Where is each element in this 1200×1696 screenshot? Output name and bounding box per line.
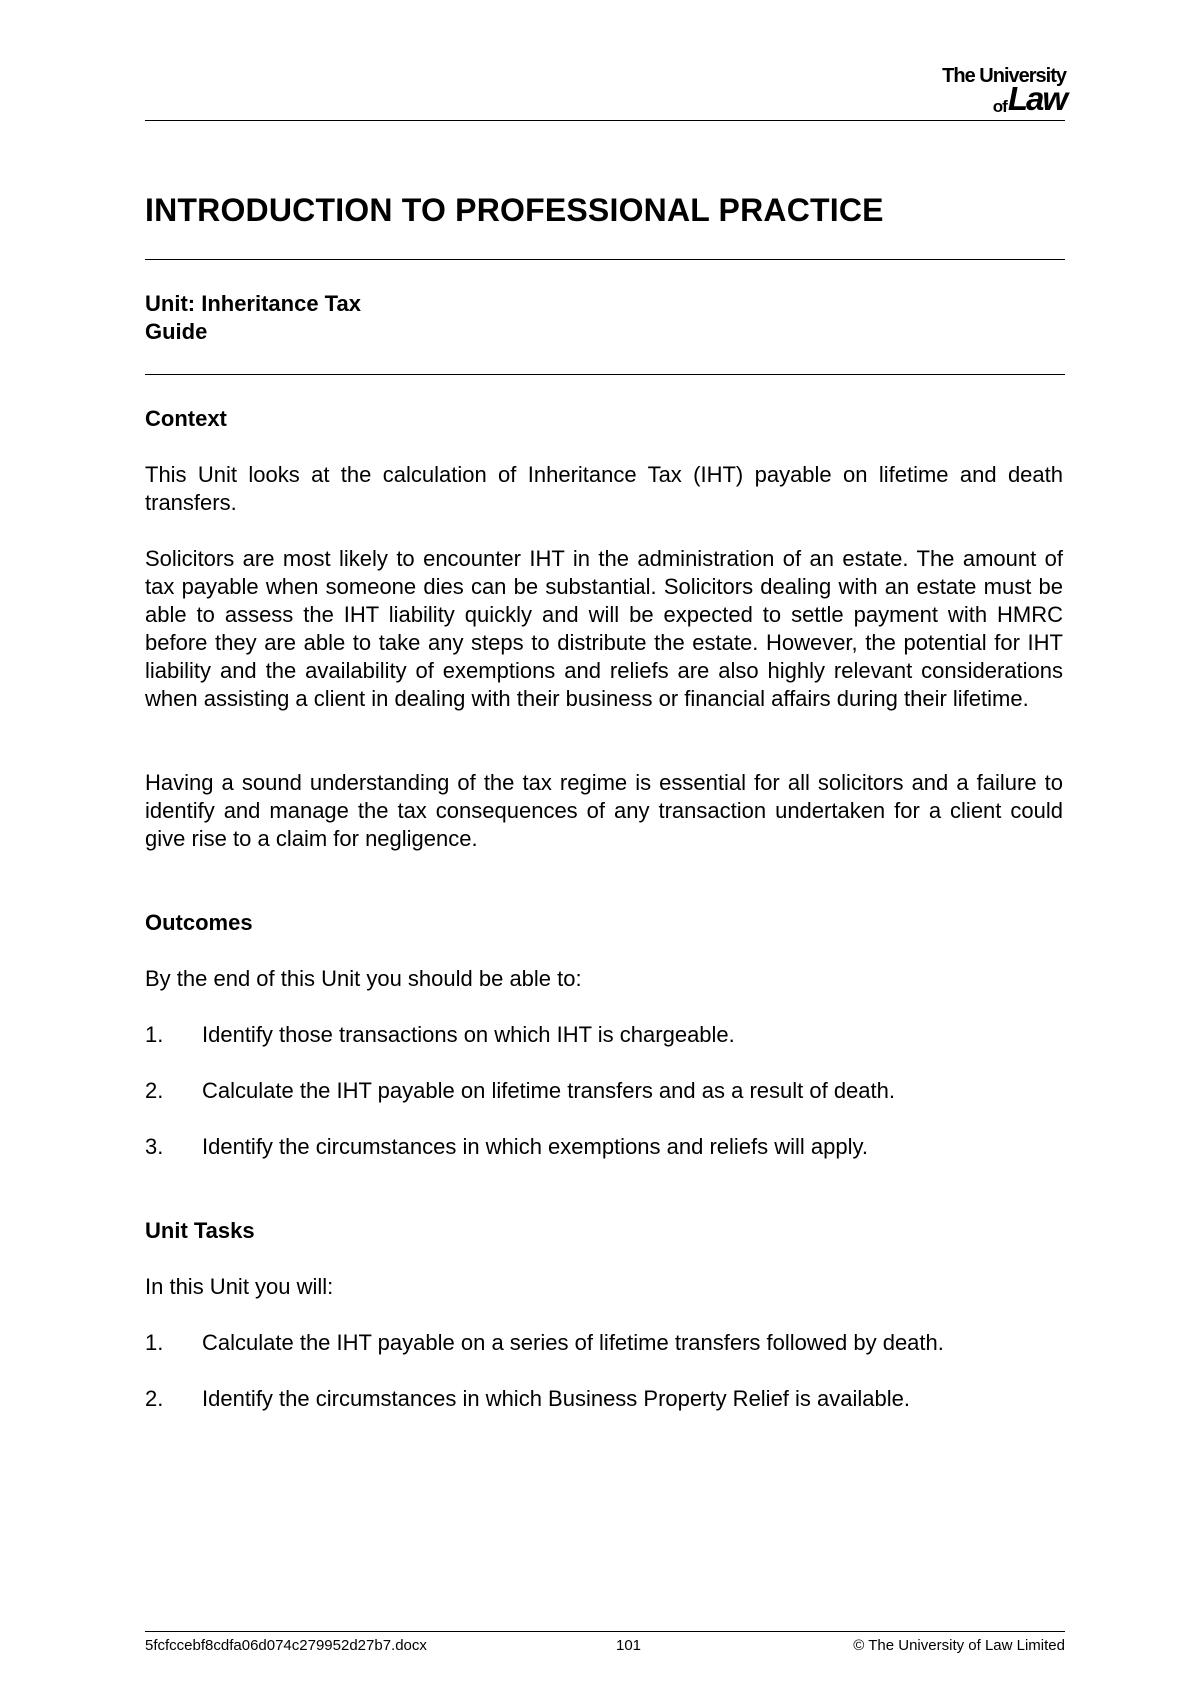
footer-rule (145, 1631, 1065, 1632)
logo-line1: The University (942, 65, 1066, 87)
outcome-item (145, 1021, 735, 1049)
outcomes-intro: By the end of this Unit you should be able to: (145, 966, 582, 991)
task-text: Calculate the IHT payable on a series of lifetime transfers followed by death. (202, 1330, 944, 1355)
task-number: 1. (145, 1330, 164, 1355)
task-text: Identify the circumstances in which Business Property Relief is available. (202, 1386, 910, 1411)
outcome-number: 2. (145, 1078, 164, 1103)
title-rule (145, 259, 1065, 260)
unit-guide: Guide (145, 319, 208, 344)
page-title: INTRODUCTION TO PROFESSIONAL PRACTICE (145, 192, 884, 228)
context-heading: Context (145, 406, 227, 431)
unit-name: Unit: Inheritance Tax (145, 291, 361, 316)
tasks-intro: In this Unit you will: (145, 1274, 334, 1299)
outcome-number: 1. (145, 1022, 164, 1047)
outcome-text: Identify the circumstances in which exemptions and reliefs will apply. (202, 1134, 869, 1159)
footer-page-number: 101 (616, 1637, 642, 1654)
footer-filename: 5fcfccebf8cdfa06d074c279952d27b7.docx (145, 1637, 427, 1654)
header-rule (145, 120, 1065, 121)
tasks-heading: Unit Tasks (145, 1218, 255, 1243)
task-item (145, 1329, 944, 1357)
task-item (145, 1385, 910, 1413)
context-paragraph-3: Having a sound understanding of the tax regime is essential for all solicitors and a failure to identify and manage the tax consequences of any transaction undertaken for a client could give rise to a claim for negligence. (145, 770, 1063, 851)
footer-copyright: © The University of Law Limited (853, 1637, 1065, 1654)
context-paragraph-2: Solicitors are most likely to encounter IHT in the administration of an estate. The amount of tax payable when someone dies can be substantial. Solicitors dealing with an estate must be able to assess the IHT liability quickly and will be expected to settle payment with HMRC before they are able to take any steps to distribute the estate. However, the potential for IHT liability and the availability of exemptions and reliefs are also highly relevant considerations when assisting a client in dealing with their business or financial affairs during their lifetime. (145, 546, 1063, 711)
context-paragraph-1: This Unit looks at the calculation of Inheritance Tax (IHT) payable on lifetime and death transfers. (145, 462, 1063, 515)
logo-of: of (992, 97, 1007, 116)
task-number: 2. (145, 1386, 164, 1411)
logo-law: Law (1007, 80, 1066, 117)
outcome-number: 3. (145, 1134, 164, 1159)
outcome-text: Calculate the IHT payable on lifetime transfers and as a result of death. (202, 1078, 895, 1103)
outcome-item (145, 1077, 895, 1105)
outcomes-heading: Outcomes (145, 910, 253, 935)
outcome-item (145, 1133, 868, 1161)
unit-block (145, 290, 361, 346)
unit-rule (145, 374, 1065, 375)
outcome-text: Identify those transactions on which IHT is chargeable. (202, 1022, 735, 1047)
university-of-law-logo (942, 66, 1066, 115)
